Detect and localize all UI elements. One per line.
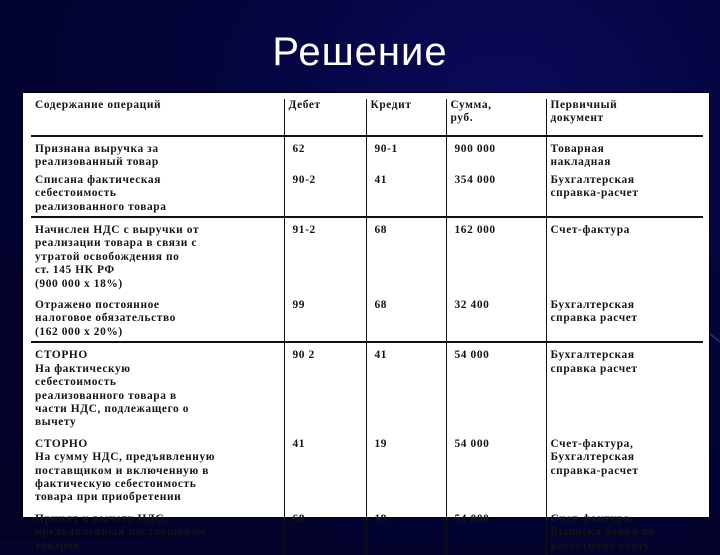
amount-cell: 54 000 [446, 342, 546, 431]
table-row [31, 293, 703, 342]
amount-cell: 32 400 [446, 293, 546, 342]
operation-cell: Начислен НДС с выручки от реализации товара в связи с утратой освобождения по ст. 145 НК РФ (900 000 х 18%) [31, 217, 284, 293]
debit-cell: 99 [284, 293, 366, 342]
amount-cell: 54 000 [446, 432, 546, 507]
header-operation: Содержание операций [31, 99, 284, 136]
table-row [31, 136, 703, 172]
header-document: Первичный документ [546, 99, 703, 136]
header-amount: Сумма, руб. [446, 99, 546, 136]
credit-cell: 68 [366, 217, 446, 293]
journal-entries-table [31, 99, 703, 555]
amount-cell: 354 000 [446, 172, 546, 217]
operation-cell: Отражено постоянное налоговое обязательство (162 000 х 20%) [35, 299, 176, 338]
amount-cell: 900 000 [446, 136, 546, 172]
debit-cell: 68 [284, 507, 366, 555]
debit-cell: 41 [284, 432, 366, 507]
debit-cell: 90 2 [284, 342, 366, 431]
credit-cell: 90-1 [366, 136, 446, 172]
table-header-row [31, 99, 703, 136]
document-cell: Счет-фактура, Бухгалтерская справка-расчет [546, 432, 703, 507]
table-row [31, 217, 703, 293]
credit-cell: 41 [366, 342, 446, 431]
header-credit: Кредит [366, 99, 446, 136]
document-cell: Счет-фактура, Выписка банка по расчетному счету [546, 507, 703, 555]
document-cell: Счет-фактура [546, 217, 703, 293]
table-row [31, 342, 703, 431]
table-row [31, 432, 703, 507]
operation-cell: Принят к вычету НДС, предъявленный поставщиком товаров [35, 512, 206, 552]
credit-cell: 41 [366, 172, 446, 217]
debit-cell: 91-2 [284, 217, 366, 293]
document-cell: Бухгалтерская справка расчет [546, 293, 703, 342]
operation-cell: СТОРНО На сумму НДС, предъявленную поставщиком и включенную в фактическую себестоимость товара при приобретении [35, 437, 216, 504]
table-body [31, 136, 703, 555]
document-cell: Товарная накладная [546, 136, 703, 172]
header-debit: Дебет [284, 99, 366, 136]
debit-cell: 62 [284, 136, 366, 172]
scanned-table-sheet [22, 92, 710, 552]
table-row [31, 172, 703, 217]
credit-cell: 68 [366, 293, 446, 342]
amount-cell: 54 000 [446, 507, 546, 555]
credit-cell: 19 [366, 507, 446, 555]
debit-cell: 90-2 [284, 172, 366, 217]
table-row [31, 507, 703, 555]
slide-title: Решение [272, 30, 448, 74]
operation-cell: СТОРНО На фактическую себестоимость реализованного товара в части НДС, подлежащего о вычету [31, 342, 284, 431]
operation-cell: Списана фактическая себестоимость реализованного товара [35, 173, 167, 213]
credit-cell: 19 [366, 432, 446, 507]
amount-cell: 162 000 [446, 217, 546, 293]
document-cell: Бухгалтерская справка-расчет [546, 172, 703, 217]
operation-cell: Признана выручка за реализованный товар [31, 136, 284, 172]
document-cell: Бухгалтерская справка расчет [546, 342, 703, 431]
